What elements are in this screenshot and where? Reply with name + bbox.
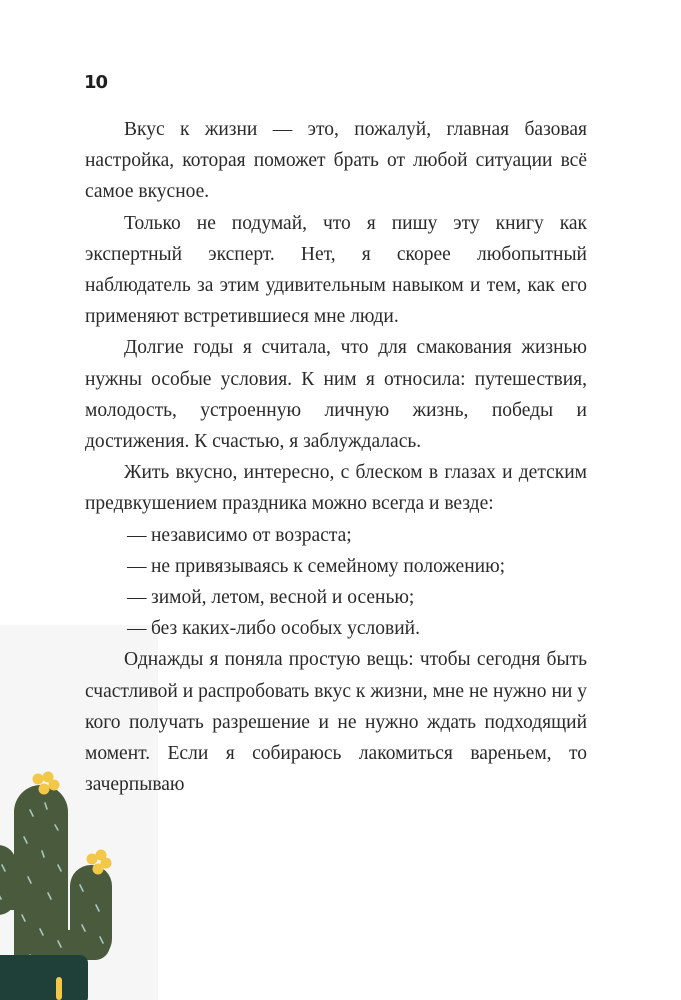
list-item [85,520,587,551]
list-item-text: независимо от возраста; [151,524,352,546]
paragraph: Жить вкусно, интересно, с блеском в глазах и детским предвкушением праздника можно всегда и везде: [85,462,587,515]
list-item-text: без каких-либо особых условий. [151,618,420,640]
paragraph: Только не подумай, что я пишу эту книгу как экспертный эксперт. Нет, я скорее любопытный наблюдатель за этим удивительным навыком и тем, как его применяют встретившиеся мне люди. [85,212,587,328]
text-body [85,114,587,800]
dash-marker: — [127,587,147,609]
paragraph: Однажды я поняла простую вещь: чтобы сегодня быть счастливой и распробовать вкус к жизни, мне не нужно ни у кого получать разрешение и не нужно ждать подходящий момент. Если я собираюсь лакомиться вареньем, то зачерпываю [85,649,587,796]
dash-marker: — [127,524,147,546]
paragraph: Долгие годы я считала, что для смакования жизнью нужны особые условия. К ним я относила: путешествия, молодость, устроенную личную жизнь, победы и достижения. К счастью, я заблуждалась. [85,337,587,453]
paragraph: Вкус к жизни — это, пожалуй, главная базовая настройка, которая поможет брать от любой ситуации всё самое вкусное. [85,119,587,203]
list-item-text: не привязываясь к семейному положению; [151,555,506,577]
list-item-text: зимой, летом, весной и осенью; [151,587,415,609]
list-item [85,551,587,582]
dash-marker: — [127,618,147,640]
conditions-list [85,520,587,645]
dash-marker: — [127,555,147,577]
list-item [85,613,587,644]
page-number: 10 [84,72,108,93]
flower-pot [0,955,88,1000]
cactus-illustration [0,765,160,1000]
list-item [85,582,587,613]
